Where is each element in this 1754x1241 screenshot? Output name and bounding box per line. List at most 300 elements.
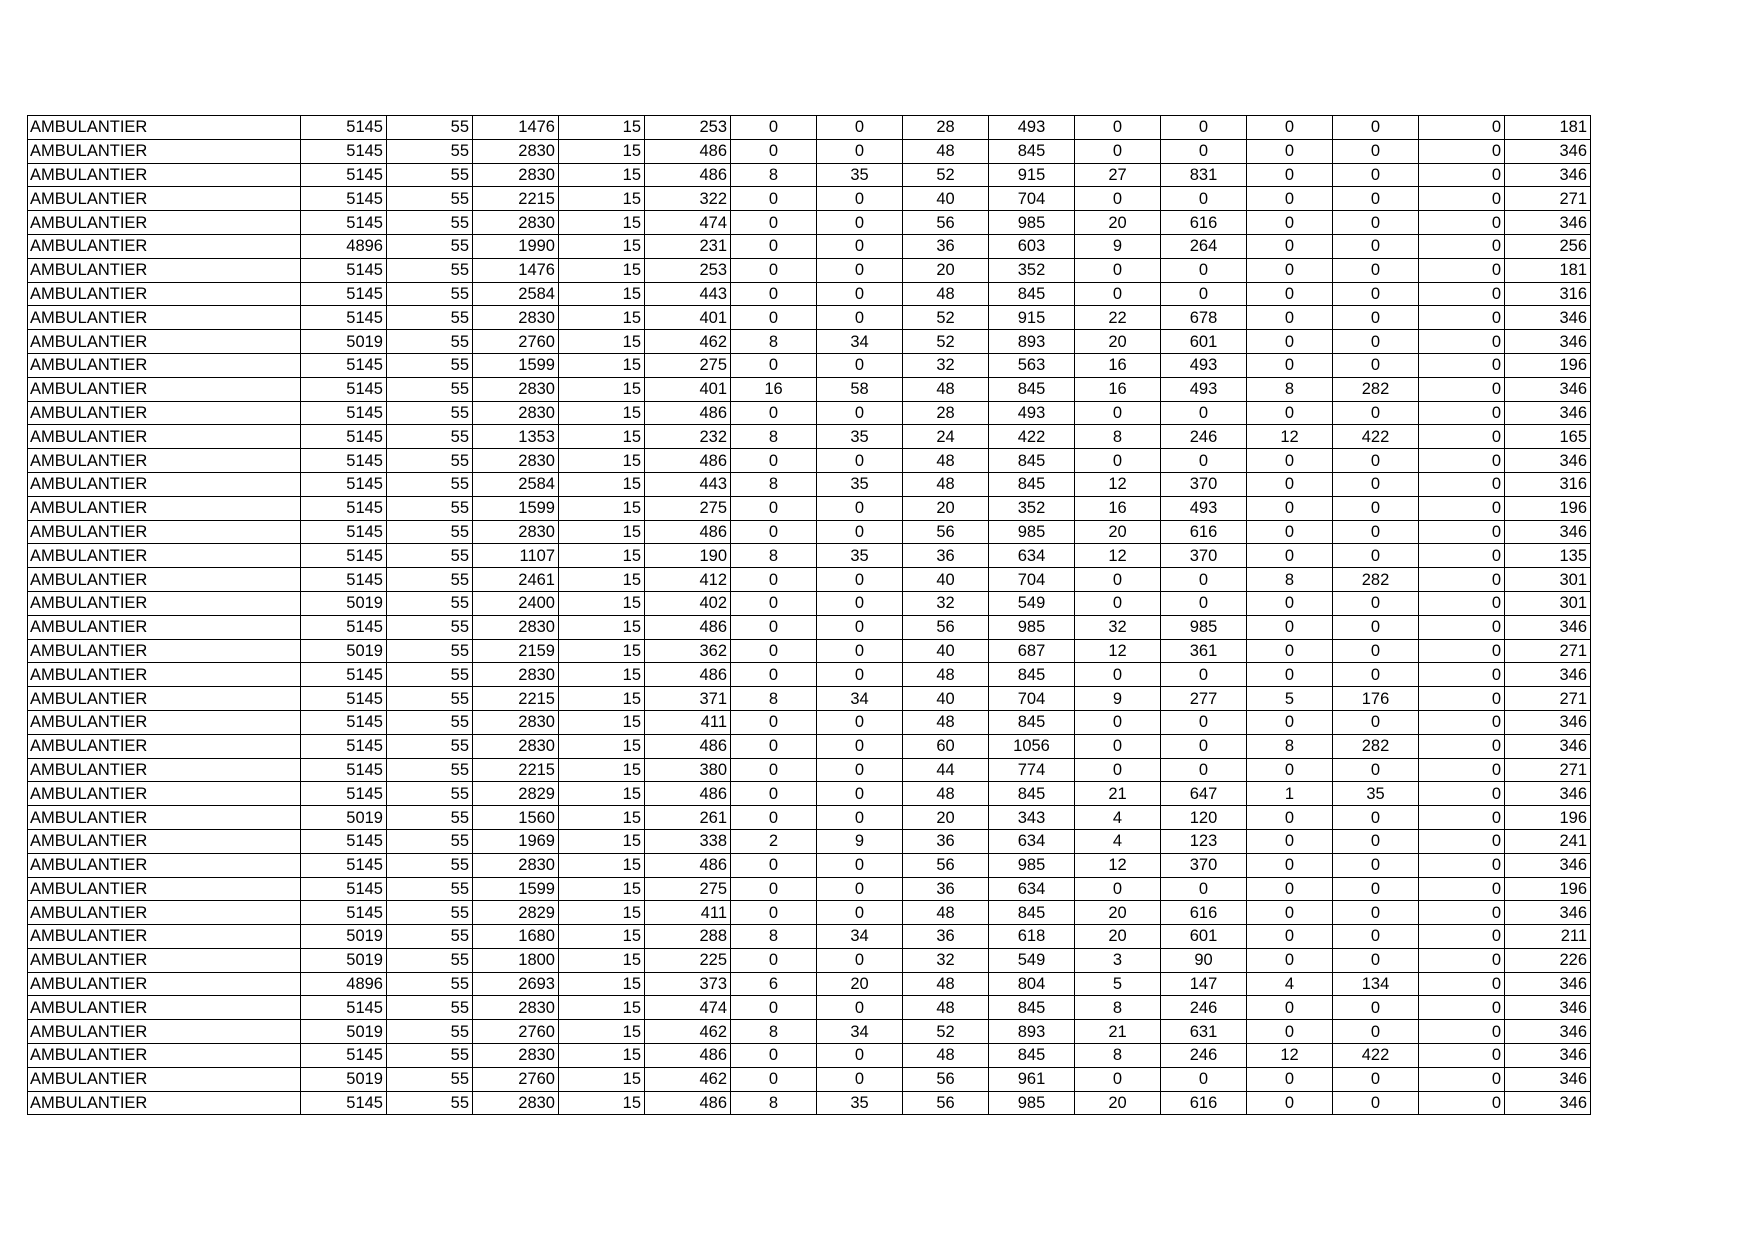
cell-value: 2760 bbox=[473, 330, 559, 354]
cell-value: 275 bbox=[645, 877, 731, 901]
cell-value: 563 bbox=[989, 353, 1075, 377]
table-row bbox=[28, 687, 1591, 711]
cell-value: 346 bbox=[1505, 163, 1591, 187]
cell-value: 2760 bbox=[473, 1020, 559, 1044]
cell-value: 915 bbox=[989, 163, 1075, 187]
cell-value: 55 bbox=[387, 663, 473, 687]
cell-value: 36 bbox=[903, 925, 989, 949]
cell-value: 346 bbox=[1505, 734, 1591, 758]
cell-value: 15 bbox=[559, 401, 645, 425]
cell-value: 15 bbox=[559, 996, 645, 1020]
cell-value: 271 bbox=[1505, 187, 1591, 211]
cell-value: 0 bbox=[1161, 1067, 1247, 1091]
cell-value: 40 bbox=[903, 687, 989, 711]
cell-value: 15 bbox=[559, 330, 645, 354]
cell-value: 8 bbox=[731, 544, 817, 568]
cell-value: 0 bbox=[1419, 353, 1505, 377]
cell-value: 0 bbox=[731, 139, 817, 163]
cell-value: 443 bbox=[645, 282, 731, 306]
cell-value: 20 bbox=[817, 972, 903, 996]
cell-value: 5145 bbox=[301, 782, 387, 806]
cell-value: 181 bbox=[1505, 116, 1591, 140]
cell-value: 0 bbox=[1419, 663, 1505, 687]
cell-value: 616 bbox=[1161, 901, 1247, 925]
cell-value: 0 bbox=[731, 496, 817, 520]
cell-value: 486 bbox=[645, 139, 731, 163]
cell-value: 60 bbox=[903, 734, 989, 758]
cell-occupation: AMBULANTIER bbox=[28, 758, 301, 782]
cell-value: 0 bbox=[1419, 710, 1505, 734]
cell-value: 0 bbox=[1419, 615, 1505, 639]
cell-value: 0 bbox=[1419, 948, 1505, 972]
table-row bbox=[28, 234, 1591, 258]
table-row bbox=[28, 116, 1591, 140]
cell-value: 15 bbox=[559, 234, 645, 258]
cell-value: 15 bbox=[559, 782, 645, 806]
cell-value: 5145 bbox=[301, 139, 387, 163]
cell-value: 2830 bbox=[473, 996, 559, 1020]
cell-value: 0 bbox=[1333, 496, 1419, 520]
cell-value: 0 bbox=[1075, 401, 1161, 425]
table-row bbox=[28, 282, 1591, 306]
cell-value: 0 bbox=[1419, 734, 1505, 758]
cell-value: 486 bbox=[645, 615, 731, 639]
cell-value: 346 bbox=[1505, 401, 1591, 425]
cell-value: 549 bbox=[989, 591, 1075, 615]
cell-occupation: AMBULANTIER bbox=[28, 1044, 301, 1068]
cell-value: 55 bbox=[387, 520, 473, 544]
cell-value: 0 bbox=[731, 211, 817, 235]
cell-value: 346 bbox=[1505, 449, 1591, 473]
cell-value: 845 bbox=[989, 710, 1075, 734]
cell-value: 275 bbox=[645, 496, 731, 520]
cell-value: 0 bbox=[731, 996, 817, 1020]
cell-occupation: AMBULANTIER bbox=[28, 377, 301, 401]
cell-value: 20 bbox=[1075, 901, 1161, 925]
table-row bbox=[28, 472, 1591, 496]
cell-value: 893 bbox=[989, 330, 1075, 354]
cell-value: 985 bbox=[1161, 615, 1247, 639]
cell-value: 0 bbox=[1419, 829, 1505, 853]
cell-value: 346 bbox=[1505, 615, 1591, 639]
cell-value: 2829 bbox=[473, 901, 559, 925]
cell-value: 0 bbox=[731, 401, 817, 425]
cell-value: 486 bbox=[645, 782, 731, 806]
cell-value: 0 bbox=[817, 663, 903, 687]
cell-value: 0 bbox=[731, 901, 817, 925]
table-row bbox=[28, 163, 1591, 187]
cell-value: 134 bbox=[1333, 972, 1419, 996]
cell-value: 631 bbox=[1161, 1020, 1247, 1044]
cell-value: 55 bbox=[387, 972, 473, 996]
cell-occupation: AMBULANTIER bbox=[28, 496, 301, 520]
cell-value: 282 bbox=[1333, 568, 1419, 592]
cell-value: 34 bbox=[817, 687, 903, 711]
cell-value: 0 bbox=[731, 877, 817, 901]
cell-value: 0 bbox=[817, 639, 903, 663]
cell-value: 246 bbox=[1161, 1044, 1247, 1068]
cell-value: 288 bbox=[645, 925, 731, 949]
cell-value: 55 bbox=[387, 401, 473, 425]
cell-value: 678 bbox=[1161, 306, 1247, 330]
cell-value: 0 bbox=[1419, 401, 1505, 425]
cell-value: 15 bbox=[559, 139, 645, 163]
cell-value: 0 bbox=[1247, 496, 1333, 520]
cell-occupation: AMBULANTIER bbox=[28, 734, 301, 758]
cell-value: 55 bbox=[387, 139, 473, 163]
cell-value: 361 bbox=[1161, 639, 1247, 663]
cell-value: 5145 bbox=[301, 829, 387, 853]
cell-value: 616 bbox=[1161, 1091, 1247, 1115]
data-table bbox=[27, 115, 1591, 1115]
cell-value: 0 bbox=[1247, 591, 1333, 615]
cell-value: 2159 bbox=[473, 639, 559, 663]
cell-value: 2830 bbox=[473, 377, 559, 401]
cell-value: 15 bbox=[559, 568, 645, 592]
cell-value: 0 bbox=[1075, 1067, 1161, 1091]
cell-value: 15 bbox=[559, 806, 645, 830]
cell-value: 5145 bbox=[301, 306, 387, 330]
cell-value: 55 bbox=[387, 1067, 473, 1091]
cell-value: 0 bbox=[1419, 187, 1505, 211]
cell-value: 12 bbox=[1247, 1044, 1333, 1068]
cell-value: 422 bbox=[1333, 425, 1419, 449]
cell-value: 15 bbox=[559, 544, 645, 568]
cell-value: 0 bbox=[1333, 901, 1419, 925]
cell-value: 2830 bbox=[473, 1044, 559, 1068]
cell-value: 0 bbox=[1333, 615, 1419, 639]
cell-value: 0 bbox=[731, 853, 817, 877]
cell-value: 0 bbox=[817, 496, 903, 520]
cell-value: 16 bbox=[1075, 377, 1161, 401]
cell-value: 0 bbox=[1333, 829, 1419, 853]
cell-value: 634 bbox=[989, 544, 1075, 568]
cell-value: 0 bbox=[1161, 139, 1247, 163]
cell-value: 253 bbox=[645, 116, 731, 140]
cell-value: 0 bbox=[1161, 758, 1247, 782]
cell-value: 0 bbox=[1247, 234, 1333, 258]
cell-occupation: AMBULANTIER bbox=[28, 710, 301, 734]
cell-value: 2830 bbox=[473, 663, 559, 687]
cell-value: 55 bbox=[387, 163, 473, 187]
cell-value: 5019 bbox=[301, 591, 387, 615]
cell-value: 48 bbox=[903, 282, 989, 306]
table-row bbox=[28, 1091, 1591, 1115]
cell-value: 20 bbox=[1075, 211, 1161, 235]
cell-value: 15 bbox=[559, 496, 645, 520]
cell-value: 5019 bbox=[301, 925, 387, 949]
cell-value: 0 bbox=[1247, 330, 1333, 354]
cell-value: 5145 bbox=[301, 425, 387, 449]
cell-value: 0 bbox=[817, 877, 903, 901]
cell-occupation: AMBULANTIER bbox=[28, 306, 301, 330]
table-row bbox=[28, 710, 1591, 734]
cell-value: 493 bbox=[1161, 377, 1247, 401]
cell-value: 0 bbox=[1419, 234, 1505, 258]
cell-value: 0 bbox=[1247, 520, 1333, 544]
table-row bbox=[28, 948, 1591, 972]
cell-value: 55 bbox=[387, 710, 473, 734]
table-row bbox=[28, 211, 1591, 235]
cell-value: 915 bbox=[989, 306, 1075, 330]
cell-value: 196 bbox=[1505, 806, 1591, 830]
cell-value: 346 bbox=[1505, 710, 1591, 734]
cell-value: 48 bbox=[903, 996, 989, 1020]
cell-value: 0 bbox=[1419, 1020, 1505, 1044]
cell-value: 8 bbox=[1247, 568, 1333, 592]
cell-occupation: AMBULANTIER bbox=[28, 401, 301, 425]
cell-value: 0 bbox=[1333, 330, 1419, 354]
cell-value: 36 bbox=[903, 877, 989, 901]
cell-value: 647 bbox=[1161, 782, 1247, 806]
cell-value: 774 bbox=[989, 758, 1075, 782]
cell-value: 380 bbox=[645, 758, 731, 782]
cell-value: 0 bbox=[1333, 258, 1419, 282]
table-row bbox=[28, 353, 1591, 377]
cell-value: 20 bbox=[903, 258, 989, 282]
cell-value: 0 bbox=[817, 139, 903, 163]
cell-value: 346 bbox=[1505, 1067, 1591, 1091]
cell-value: 0 bbox=[817, 901, 903, 925]
cell-value: 0 bbox=[817, 258, 903, 282]
cell-value: 346 bbox=[1505, 853, 1591, 877]
cell-value: 0 bbox=[1161, 282, 1247, 306]
cell-value: 52 bbox=[903, 163, 989, 187]
cell-value: 618 bbox=[989, 925, 1075, 949]
cell-value: 6 bbox=[731, 972, 817, 996]
cell-value: 55 bbox=[387, 591, 473, 615]
cell-value: 5145 bbox=[301, 163, 387, 187]
cell-occupation: AMBULANTIER bbox=[28, 615, 301, 639]
cell-value: 35 bbox=[817, 163, 903, 187]
cell-value: 4 bbox=[1075, 829, 1161, 853]
cell-value: 0 bbox=[1075, 139, 1161, 163]
cell-value: 55 bbox=[387, 330, 473, 354]
cell-value: 56 bbox=[903, 615, 989, 639]
cell-value: 0 bbox=[1419, 758, 1505, 782]
cell-occupation: AMBULANTIER bbox=[28, 282, 301, 306]
cell-value: 0 bbox=[1075, 710, 1161, 734]
cell-value: 1599 bbox=[473, 877, 559, 901]
cell-value: 0 bbox=[1247, 758, 1333, 782]
cell-occupation: AMBULANTIER bbox=[28, 520, 301, 544]
cell-value: 2584 bbox=[473, 472, 559, 496]
cell-value: 0 bbox=[1333, 116, 1419, 140]
cell-value: 8 bbox=[731, 925, 817, 949]
cell-value: 36 bbox=[903, 829, 989, 853]
cell-value: 0 bbox=[1333, 639, 1419, 663]
cell-occupation: AMBULANTIER bbox=[28, 1020, 301, 1044]
cell-value: 0 bbox=[1333, 449, 1419, 473]
cell-value: 0 bbox=[1419, 116, 1505, 140]
cell-value: 486 bbox=[645, 520, 731, 544]
cell-value: 0 bbox=[1333, 663, 1419, 687]
cell-value: 2830 bbox=[473, 139, 559, 163]
cell-value: 0 bbox=[731, 782, 817, 806]
cell-value: 0 bbox=[1161, 116, 1247, 140]
cell-value: 55 bbox=[387, 496, 473, 520]
cell-value: 343 bbox=[989, 806, 1075, 830]
cell-value: 961 bbox=[989, 1067, 1075, 1091]
cell-value: 1 bbox=[1247, 782, 1333, 806]
cell-value: 601 bbox=[1161, 330, 1247, 354]
cell-value: 5145 bbox=[301, 1044, 387, 1068]
cell-value: 1800 bbox=[473, 948, 559, 972]
cell-value: 0 bbox=[1247, 877, 1333, 901]
cell-occupation: AMBULANTIER bbox=[28, 901, 301, 925]
cell-value: 0 bbox=[731, 187, 817, 211]
cell-value: 1353 bbox=[473, 425, 559, 449]
cell-value: 5145 bbox=[301, 449, 387, 473]
cell-value: 370 bbox=[1161, 544, 1247, 568]
cell-value: 486 bbox=[645, 1044, 731, 1068]
cell-value: 90 bbox=[1161, 948, 1247, 972]
cell-value: 35 bbox=[817, 425, 903, 449]
cell-value: 165 bbox=[1505, 425, 1591, 449]
cell-value: 2584 bbox=[473, 282, 559, 306]
cell-value: 48 bbox=[903, 139, 989, 163]
cell-value: 0 bbox=[1075, 877, 1161, 901]
cell-occupation: AMBULANTIER bbox=[28, 544, 301, 568]
cell-value: 48 bbox=[903, 377, 989, 401]
cell-value: 346 bbox=[1505, 377, 1591, 401]
cell-occupation: AMBULANTIER bbox=[28, 568, 301, 592]
cell-value: 346 bbox=[1505, 306, 1591, 330]
table-row bbox=[28, 901, 1591, 925]
cell-value: 845 bbox=[989, 1044, 1075, 1068]
cell-value: 0 bbox=[1419, 282, 1505, 306]
cell-value: 241 bbox=[1505, 829, 1591, 853]
cell-value: 55 bbox=[387, 925, 473, 949]
table-row bbox=[28, 996, 1591, 1020]
cell-value: 190 bbox=[645, 544, 731, 568]
cell-value: 4 bbox=[1075, 806, 1161, 830]
cell-value: 2830 bbox=[473, 853, 559, 877]
cell-value: 35 bbox=[1333, 782, 1419, 806]
cell-value: 0 bbox=[817, 568, 903, 592]
table-row bbox=[28, 330, 1591, 354]
cell-value: 704 bbox=[989, 687, 1075, 711]
cell-value: 1599 bbox=[473, 496, 559, 520]
cell-value: 346 bbox=[1505, 782, 1591, 806]
cell-value: 0 bbox=[1161, 258, 1247, 282]
cell-value: 211 bbox=[1505, 925, 1591, 949]
cell-value: 4896 bbox=[301, 972, 387, 996]
cell-value: 0 bbox=[1333, 353, 1419, 377]
cell-value: 0 bbox=[817, 853, 903, 877]
cell-value: 55 bbox=[387, 734, 473, 758]
cell-value: 12 bbox=[1075, 472, 1161, 496]
cell-value: 5145 bbox=[301, 211, 387, 235]
cell-value: 20 bbox=[903, 496, 989, 520]
cell-value: 135 bbox=[1505, 544, 1591, 568]
cell-value: 246 bbox=[1161, 996, 1247, 1020]
cell-value: 15 bbox=[559, 306, 645, 330]
cell-value: 0 bbox=[1075, 282, 1161, 306]
cell-value: 5145 bbox=[301, 615, 387, 639]
cell-value: 352 bbox=[989, 258, 1075, 282]
cell-value: 346 bbox=[1505, 1044, 1591, 1068]
cell-value: 5145 bbox=[301, 877, 387, 901]
cell-value: 346 bbox=[1505, 139, 1591, 163]
cell-value: 704 bbox=[989, 187, 1075, 211]
cell-value: 20 bbox=[1075, 925, 1161, 949]
cell-value: 0 bbox=[731, 639, 817, 663]
cell-value: 0 bbox=[1419, 520, 1505, 544]
cell-value: 845 bbox=[989, 377, 1075, 401]
cell-value: 15 bbox=[559, 734, 645, 758]
cell-value: 0 bbox=[1247, 282, 1333, 306]
cell-value: 0 bbox=[1419, 687, 1505, 711]
table-row bbox=[28, 758, 1591, 782]
cell-value: 0 bbox=[1161, 663, 1247, 687]
cell-value: 0 bbox=[1333, 1020, 1419, 1044]
cell-value: 55 bbox=[387, 425, 473, 449]
cell-value: 0 bbox=[817, 211, 903, 235]
cell-value: 0 bbox=[1419, 1044, 1505, 1068]
cell-value: 48 bbox=[903, 1044, 989, 1068]
cell-value: 271 bbox=[1505, 687, 1591, 711]
cell-value: 48 bbox=[903, 663, 989, 687]
cell-value: 3 bbox=[1075, 948, 1161, 972]
cell-value: 55 bbox=[387, 877, 473, 901]
cell-value: 0 bbox=[731, 710, 817, 734]
table-row bbox=[28, 663, 1591, 687]
cell-value: 0 bbox=[1075, 449, 1161, 473]
table-row bbox=[28, 568, 1591, 592]
cell-value: 5019 bbox=[301, 948, 387, 972]
cell-occupation: AMBULANTIER bbox=[28, 330, 301, 354]
cell-value: 411 bbox=[645, 710, 731, 734]
table-row bbox=[28, 425, 1591, 449]
cell-value: 5145 bbox=[301, 1091, 387, 1115]
cell-occupation: AMBULANTIER bbox=[28, 258, 301, 282]
cell-occupation: AMBULANTIER bbox=[28, 639, 301, 663]
cell-value: 9 bbox=[1075, 234, 1161, 258]
cell-value: 634 bbox=[989, 829, 1075, 853]
cell-value: 32 bbox=[903, 353, 989, 377]
cell-value: 2830 bbox=[473, 306, 559, 330]
cell-value: 0 bbox=[1247, 996, 1333, 1020]
cell-value: 346 bbox=[1505, 996, 1591, 1020]
cell-value: 56 bbox=[903, 1067, 989, 1091]
cell-value: 2461 bbox=[473, 568, 559, 592]
cell-value: 15 bbox=[559, 663, 645, 687]
cell-value: 549 bbox=[989, 948, 1075, 972]
cell-value: 176 bbox=[1333, 687, 1419, 711]
cell-occupation: AMBULANTIER bbox=[28, 1091, 301, 1115]
cell-value: 282 bbox=[1333, 377, 1419, 401]
cell-value: 0 bbox=[817, 948, 903, 972]
cell-occupation: AMBULANTIER bbox=[28, 925, 301, 949]
cell-value: 0 bbox=[1161, 710, 1247, 734]
cell-value: 15 bbox=[559, 211, 645, 235]
cell-value: 1476 bbox=[473, 258, 559, 282]
cell-value: 0 bbox=[1247, 544, 1333, 568]
cell-value: 0 bbox=[1247, 829, 1333, 853]
cell-value: 0 bbox=[1247, 639, 1333, 663]
cell-value: 8 bbox=[1075, 1044, 1161, 1068]
cell-occupation: AMBULANTIER bbox=[28, 972, 301, 996]
cell-value: 5145 bbox=[301, 663, 387, 687]
cell-value: 55 bbox=[387, 568, 473, 592]
cell-value: 493 bbox=[989, 401, 1075, 425]
cell-value: 55 bbox=[387, 782, 473, 806]
cell-value: 346 bbox=[1505, 663, 1591, 687]
cell-value: 0 bbox=[1075, 258, 1161, 282]
cell-value: 15 bbox=[559, 1020, 645, 1044]
cell-value: 5145 bbox=[301, 996, 387, 1020]
